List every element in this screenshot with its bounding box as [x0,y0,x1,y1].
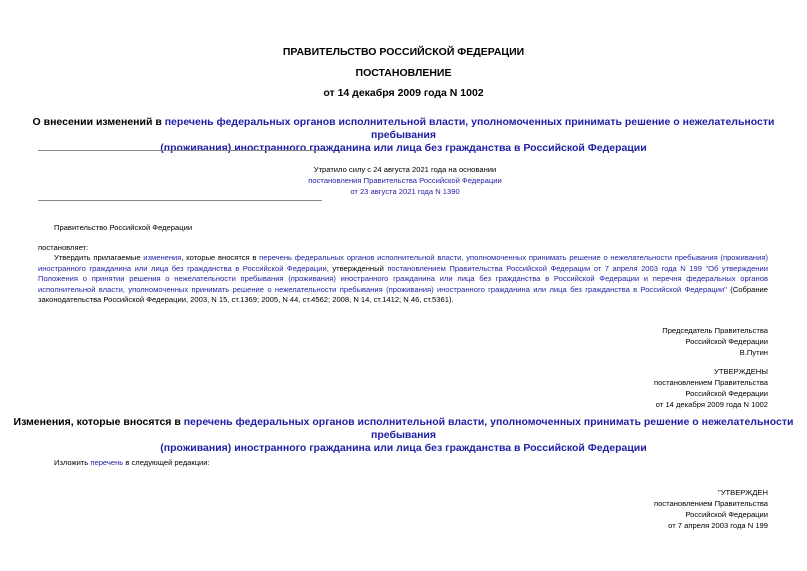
approved-199-by: постановлением Правительства [653,499,768,508]
approved-199-country: Российской Федерации [685,510,768,519]
changes-title [0,416,807,455]
notice-bottom-rule [38,200,322,201]
resolution-199-link[interactable]: постановлением Правительства Российской Федерации от 7 апреля 2003 года N 199 "Об утверждении Положения о принятии решения о нежелательности пребывания (проживания) иностранного гражданина или лица без гражданства в Российской Федерации и перечня федеральных органов исполнительной власти, уполномоченных принимать решение о нежелательности пребывания (проживания) иностранного гражданина или лица без гражданства в Российской Федерации" [38,263,768,294]
repeal-notice-link-date[interactable]: от 23 августа 2021 года N 1390 [350,187,460,196]
approved-date: от 14 декабря 2009 года N 1002 [655,400,768,409]
signature-country: Российской Федерации [685,337,768,346]
body-paragraph [38,253,768,306]
government-header: ПРАВИТЕЛЬСТВО РОССИЙСКОЙ ФЕДЕРАЦИИ [282,46,525,58]
changes-title-line1 [0,416,807,442]
paragraph-text-1: Утвердить прилагаемые [54,253,144,262]
changes-title-prefix: Изменения, которые вносятся в [13,416,184,428]
body-resolves: постановляет: [38,243,89,252]
document-type: ПОСТАНОВЛЕНИЕ [355,67,452,79]
changes-link[interactable]: изменения [143,253,182,262]
paragraph-text-3: , утвержденный [326,263,388,273]
signature-position: Председатель Правительства [662,326,768,335]
title-list-link[interactable]: перечень федеральных органов исполнительной власти, уполномоченных принимать решение о нежелательности пребывания [164,116,775,141]
signature-block [662,325,768,358]
instruction-text-2: в следующей редакции: [123,458,210,467]
signature-name: В.Путин [739,348,768,357]
instruction-line [54,458,210,469]
approved-199-block [654,487,768,531]
approved-block [654,366,768,410]
paragraph-text-2: , которые вносятся в [181,253,260,262]
repeal-notice [300,164,510,197]
document-date-number: от 14 декабря 2009 года N 1002 [323,87,484,99]
repeal-notice-text: Утратило силу с 24 августа 2021 года на основании [313,165,497,174]
approved-label: УТВЕРЖДЕНЫ [714,367,768,376]
title-list-link-continuation[interactable]: (проживания) иностранного гражданина или лица без гражданства в Российской Федерации [160,142,647,154]
approved-199-label: "УТВЕРЖДЕН [718,488,768,497]
changes-title-list-link[interactable]: перечень федеральных органов исполнительной власти, уполномоченных принимать решение о нежелательности пребывания [183,416,794,441]
instruction-list-link[interactable]: перечень [90,458,124,467]
repeal-notice-link[interactable]: постановления Правительства Российской Федерации [308,176,502,185]
approved-by: постановлением Правительства [653,378,768,387]
changes-title-list-link-continuation[interactable]: (проживания) иностранного гражданина или лица без гражданства в Российской Федерации [160,442,647,454]
body-government: Правительство Российской Федерации [54,223,193,232]
document-title-line1 [0,116,807,142]
paragraph-text-4: (Собрание законодательства Российской Федерации, 2003, N 15, ст.1369; 2005, N 44, ст.4562; 2008, N 14, ст.1412; N 46, ст.5361). [38,284,768,305]
notice-top-rule [38,150,322,151]
approved-country: Российской Федерации [685,389,768,398]
list-link[interactable]: перечень федеральных органов исполнительной власти, уполномоченных принимать решение о нежелательности пребывания (проживания) иностранного гражданина или лица без гражданства в Российской Федерации [38,253,769,273]
approved-199-date: от 7 апреля 2003 года N 199 [668,521,768,530]
document-title-prefix: О внесении изменений в [32,116,165,128]
instruction-text-1: Изложить [54,458,91,467]
